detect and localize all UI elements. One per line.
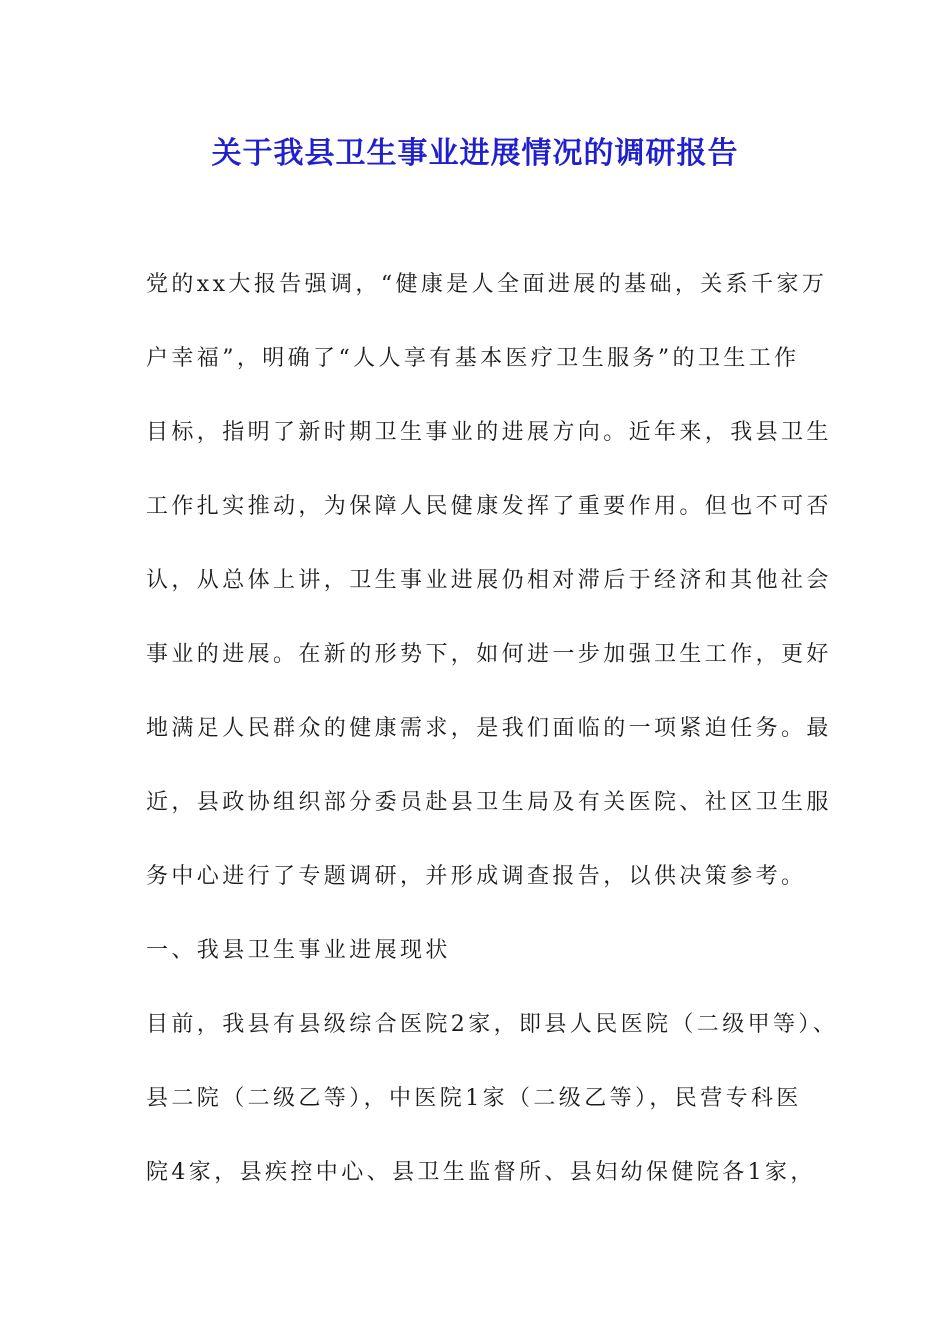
paragraph-line: 务中心进行了专题调研，并形成调查报告，以供决策参考。 — [146, 864, 807, 889]
section-heading: 一、我县卫生事业进展现状 — [146, 938, 451, 963]
paragraph-line: 认，从总体上讲，卫生事业进展仍相对滞后于经济和其他社会 — [146, 568, 832, 593]
paragraph-line: 事业的进展。在新的形势下，如何进一步加强卫生工作，更好 — [146, 642, 832, 667]
paragraph-line: 县二院（二级乙等），中医院1家（二级乙等），民营专科医 — [146, 1086, 802, 1111]
paragraph-line: 院4家，县疾控中心、县卫生监督所、县妇幼保健院各1家， — [146, 1160, 816, 1185]
paragraph-line: 党的xx大报告强调，“健康是人全面进展的基础，关系千家万 — [146, 272, 828, 297]
paragraph-line: 工作扎实推动，为保障人民健康发挥了重要作用。但也不可否 — [146, 494, 832, 519]
paragraph-line: 户幸福”，明确了“人人享有基本医疗卫生服务”的卫生工作 — [146, 346, 800, 371]
page-title: 关于我县卫生事业进展情况的调研报告 — [211, 136, 739, 171]
paragraph-line: 近，县政协组织部分委员赴县卫生局及有关医院、社区卫生服 — [146, 790, 832, 815]
paragraph-line: 目前，我县有县级综合医院2家，即县人民医院（二级甲等）、 — [146, 1012, 839, 1037]
paragraph-line: 目标，指明了新时期卫生事业的进展方向。近年来，我县卫生 — [146, 420, 832, 445]
paragraph-line: 地满足人民群众的健康需求，是我们面临的一项紧迫任务。最 — [146, 716, 832, 741]
